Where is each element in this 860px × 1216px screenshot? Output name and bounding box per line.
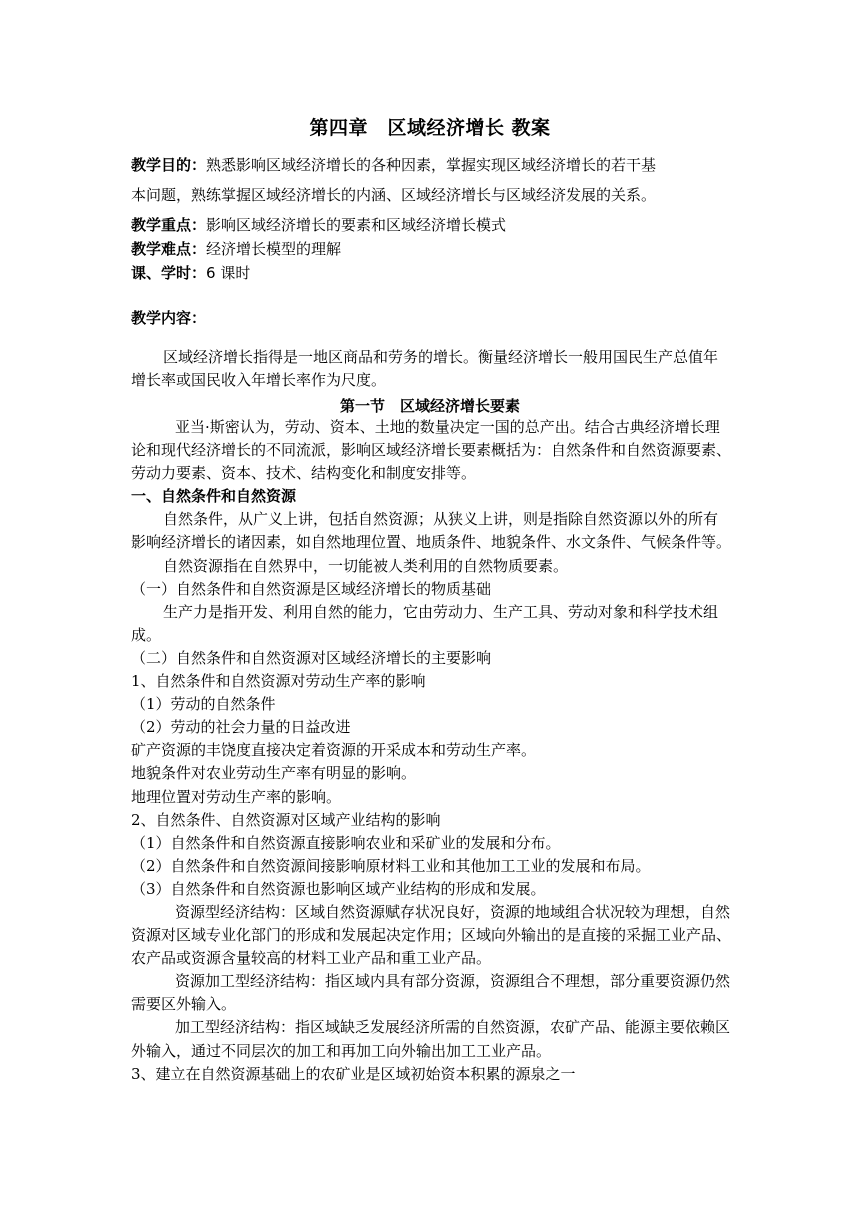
body-text <box>131 416 731 1086</box>
heading-level3: 3、建立在自然资源基础上的农矿业是区域初始资本积累的源泉之一 <box>131 1064 576 1083</box>
section-title: 第一节 区域经济增长要素 <box>339 397 520 415</box>
paragraph: 生产力是指开发、利用自然的能力，它由劳动力、生产工具、劳动对象和科学技术组成。 <box>131 602 719 644</box>
focus-text: 影响区域经济增长的要素和区域经济增长模式 <box>206 216 507 234</box>
intro-block <box>131 346 731 392</box>
objective-line-2: 本问题，熟练掌握区域经济增长的内涵、区域经济增长与区域经济发展的关系。 <box>131 186 657 204</box>
paragraph: 地貌条件对农业劳动生产率有明显的影响。 <box>131 764 417 783</box>
hours-label: 课、学时： <box>131 264 207 282</box>
objective-line-1 <box>131 150 731 180</box>
heading-level1: 一、自然条件和自然资源 <box>131 487 297 506</box>
heading-level3: 1、自然条件和自然资源对劳动生产率的影响 <box>131 672 426 691</box>
list-item: （2）自然条件和自然资源间接影响原材料工业和其他加工工业的发展和布局。 <box>131 856 651 875</box>
content-line <box>131 303 731 333</box>
objective-text-1: 熟悉影响区域经济增长的各种因素，掌握实现区域经济增长的若干基 <box>206 156 657 174</box>
paragraph: 资源型经济结构：区域自然资源赋存状况良好，资源的地域组合状况较为理想，自然资源对区域专业化部门的形成和发展起决定作用；区域向外输出的是直接的采掘工业产品、农产品或资源含量较高的材料工业产品和重工业产品。 <box>131 902 732 968</box>
objective-label: 教学目的： <box>131 156 207 174</box>
content-label: 教学内容： <box>131 309 207 327</box>
list-item: （1）劳动的自然条件 <box>131 695 276 714</box>
paragraph: 资源加工型经济结构：指区域内具有部分资源，资源组合不理想，部分重要资源仍然需要区外输入。 <box>131 972 731 1014</box>
paragraph: 亚当·斯密认为，劳动、资本、土地的数量决定一国的总产出。结合古典经济增长理论和现代经济增长的不同流派，影响区域经济增长要素概括为：自然条件和自然资源要素、劳动力要素、资本、技术、结构变化和制度安排等。 <box>131 418 732 483</box>
paragraph: 地理位置对劳动生产率的影响。 <box>131 787 342 806</box>
heading-level2: （一）自然条件和自然资源是区域经济增长的物质基础 <box>131 579 492 598</box>
paragraph: 矿产资源的丰饶度直接决定着资源的开采成本和劳动生产率。 <box>131 741 537 760</box>
difficulty-label: 教学难点： <box>131 240 207 258</box>
list-item: （1）自然条件和自然资源直接影响农业和采矿业的发展和分布。 <box>131 833 561 852</box>
focus-label: 教学重点： <box>131 216 207 234</box>
heading-level2: （二）自然条件和自然资源对区域经济增长的主要影响 <box>131 648 492 667</box>
list-item: （3）自然条件和自然资源也影响区域产业结构的形成和发展。 <box>131 879 546 898</box>
heading-level3: 2、自然条件、自然资源对区域产业结构的影响 <box>131 810 441 829</box>
document-title: 第四章 区域经济增长 教案 <box>309 117 551 139</box>
paragraph: 自然条件，从广义上讲，包括自然资源；从狭义上讲，则是指除自然资源以外的所有影响经济增长的诸因素，如自然地理位置、地质条件、地貌条件、水文条件、气候条件等。 <box>131 510 732 552</box>
hours-text: 6 课时 <box>206 264 251 282</box>
intro-paragraph: 区域经济增长指得是一地区商品和劳务的增长。衡量经济增长一般用国民生产总值年增长率或国民收入年增长率作为尺度。 <box>131 348 719 390</box>
list-item: （2）劳动的社会力量的日益改进 <box>131 718 351 737</box>
hours-line <box>131 258 731 288</box>
paragraph: 自然资源指在自然界中，一切能被人类利用的自然物质要素。 <box>163 556 569 575</box>
difficulty-text: 经济增长模型的理解 <box>206 240 342 258</box>
paragraph: 加工型经济结构：指区域缺乏发展经济所需的自然资源，农矿产品、能源主要依赖区外输入，通过不同层次的加工和再加工向外输出加工工业产品。 <box>131 1018 731 1060</box>
